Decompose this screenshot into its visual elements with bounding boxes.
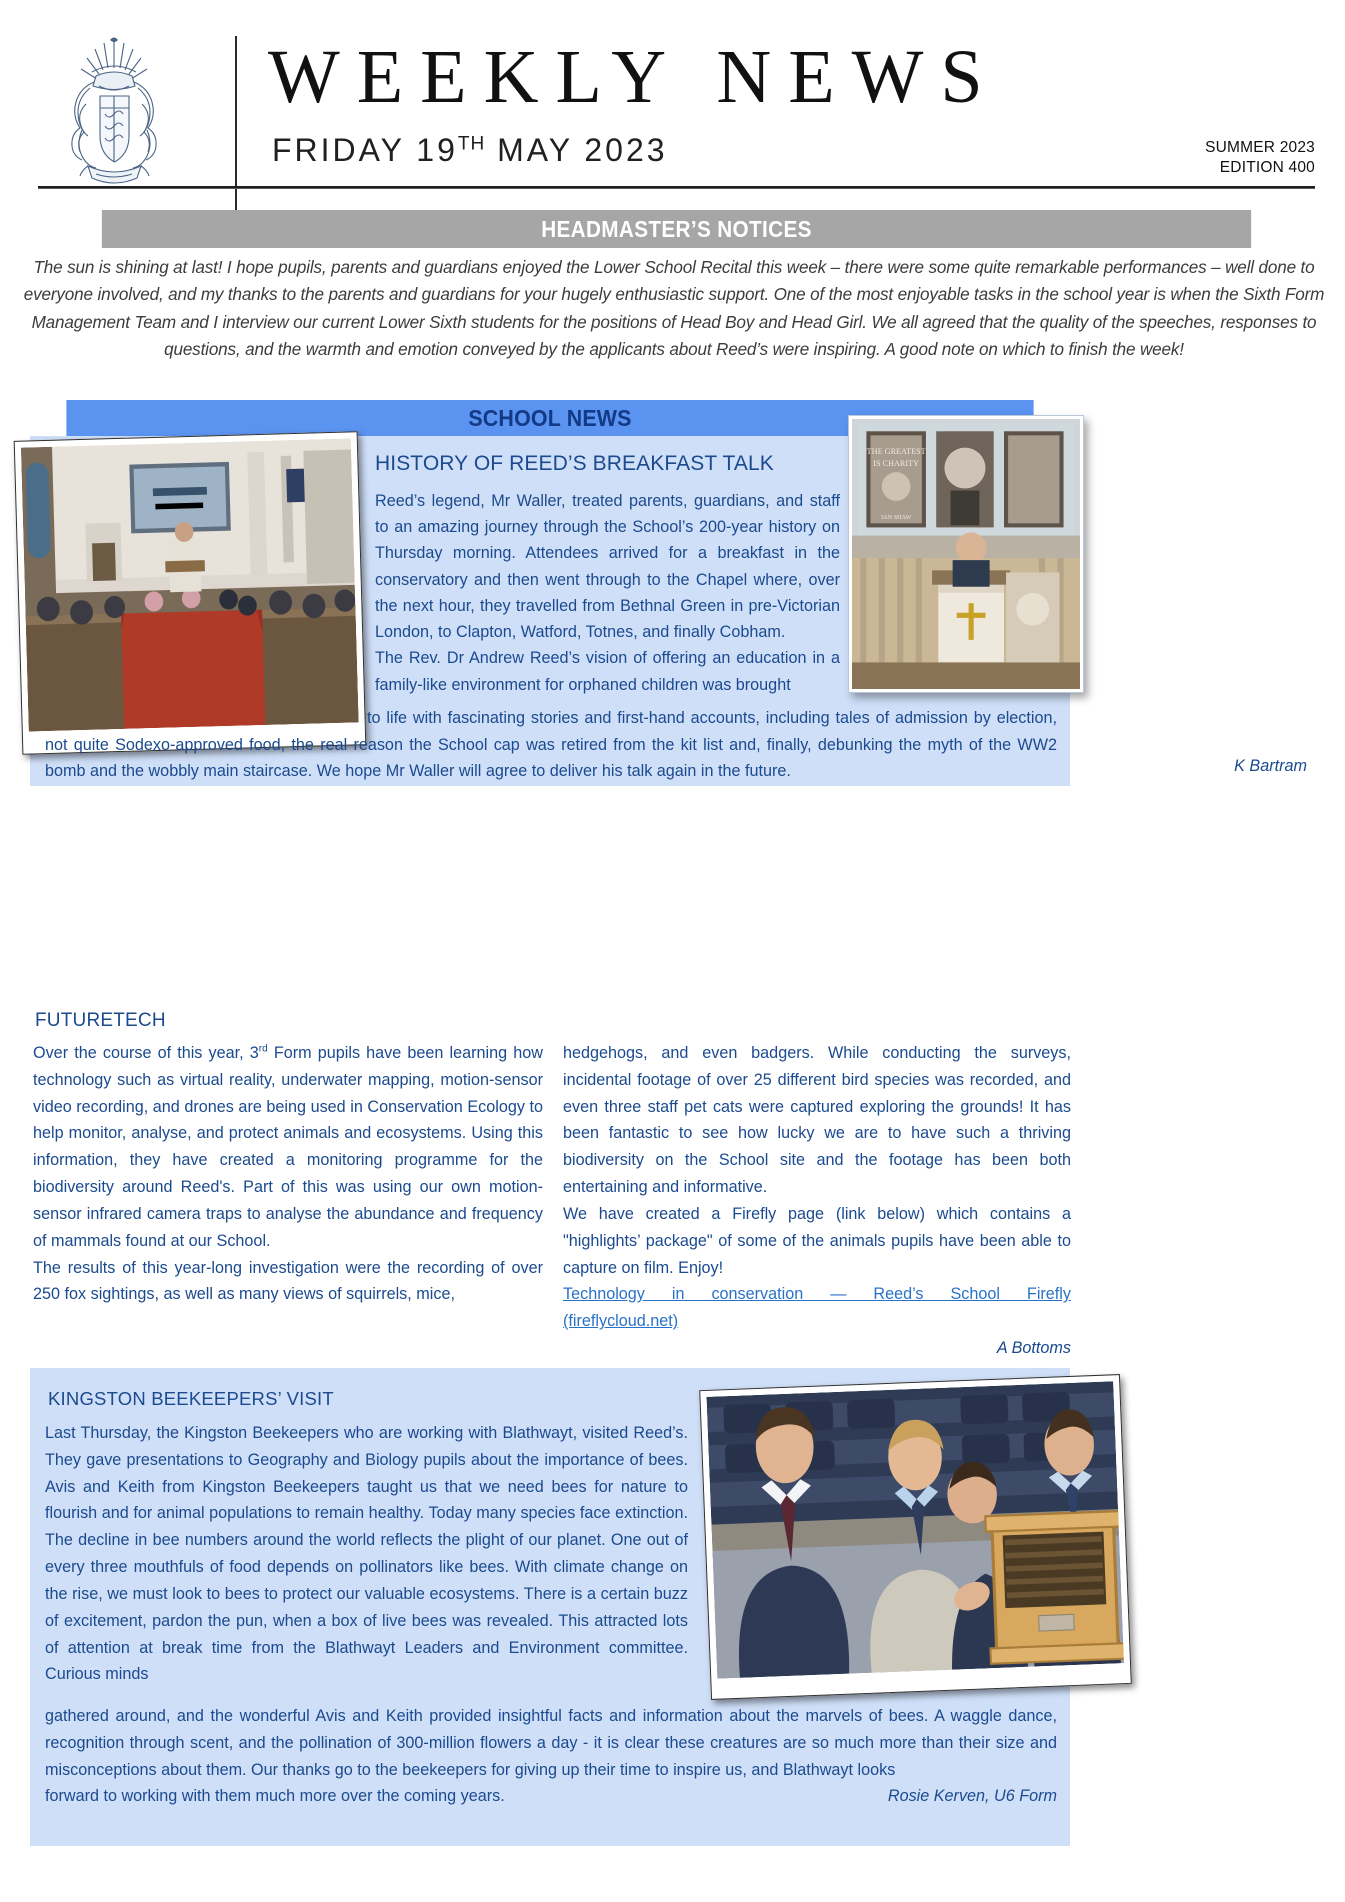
futuretech-paragraph-4: We have created a Firefly page (link below) which contains a "highlights’ package" of some of the animals pupils have been able to capture on film. Enjoy! xyxy=(563,1204,1071,1277)
page-title: WEEKLY NEWS xyxy=(268,35,1000,119)
edition-season: SUMMER 2023 xyxy=(1205,139,1315,156)
firefly-link[interactable] xyxy=(563,1281,1071,1335)
issue-date-suffix: MAY 2023 xyxy=(485,132,668,168)
futuretech-left-column xyxy=(33,1040,543,1308)
school-crest-icon xyxy=(52,34,177,189)
beekeepers-byline: Rosie Kerven, U6 Form xyxy=(887,1787,1057,1805)
school-news-article-title: HISTORY OF REED’S BREAKFAST TALK xyxy=(375,452,774,475)
svg-text:IS CHARITY: IS CHARITY xyxy=(873,459,920,469)
school-news-byline: K Bartram xyxy=(1234,757,1307,775)
futuretech-paragraph-2: The results of this year-long investigation were the recording of over 250 fox sightings, as well as many views of squirrels, mice, xyxy=(33,1258,543,1304)
svg-text:THE GREATEST: THE GREATEST xyxy=(866,446,926,456)
beekeepers-wide-paragraph: gathered around, and the wonderful Avis and Keith provided insightful facts and information about the marvels of bees. A waggle dance, recognition through scent, and the pollination of 300-million flowers a day - it is clear these creatures are so much more than their size and misconceptions about them. Our thanks go to the beekeepers for giving up their time to inspire us, and Blathwayt looks xyxy=(45,1707,1057,1779)
headmaster-notices-body: The sun is shining at last! I hope pupils, parents and guardians enjoyed the Lower School Recital this week – there were some quite remarkable performances – well done to everyone involved, and my thanks to the parents and guardians for your hugely enthusiastic support. One of the most enjoyable tasks in the school year is when the Sixth Form Management Team and I interview our current Lower Sixth students for the positions of Head Boy and Head Girl. We all agreed that the quality of the speeches, responses to questions, and the warmth and emotion conveyed by the applicants about Reed’s were inspiring. A good note on which to finish the week! xyxy=(23,258,1325,360)
school-news-banner: SCHOOL NEWS xyxy=(66,400,1033,436)
beekeepers-column: Last Thursday, the Kingston Beekeepers who are working with Blathwayt, visited Reed’s. They gave presentations to Geography and Biology pupils about the importance of bees. Avis and Keith from Kingston Beekeepers taught us that we need bees for nature to flourish and for animal populations to remain healthy. Today many species face extinction. The decline in bee numbers around the world reflects the plight of our planet. One out of every three mouthfuls of food depends on pollinators like bees. With climate change on the rise, we must look to bees to protect our valuable ecosystems. There is a certain buzz of excitement, pardon the pun, when a box of live bees was revealed. This attracted lots of attention at break time from the Blathwayt Leaders and Environment committee. Curious minds xyxy=(45,1424,688,1684)
school-news-paragraph-1: Reed’s legend, Mr Waller, treated parents, guardians, and staff to an amazing journey through the School’s 200-year history on Thursday morning. Attendees arrived for a breakfast in the conservatory and then went through to the Chapel where, over the next hour, they travelled from Bethnal Green in pre-Victorian London, to Clapton, Watford, Totnes, and finally Cobham. xyxy=(375,492,840,642)
beekeepers-hive-photo xyxy=(699,1374,1132,1700)
futuretech-paragraph-1-a: Over the course of this year, 3 xyxy=(33,1044,259,1062)
futuretech-byline: A Bottoms xyxy=(996,1338,1071,1357)
issue-date-prefix: FRIDAY 19 xyxy=(272,132,458,168)
school-news-wide-paragraph: to life with fascinating stories and first-hand accounts, including tales of admission by election, not quite Sodexo-approved food, the real reason the School cap was retired from the kit list and, finally, debunking the myth of the WW2 bomb and the wobbly main staircase. We hope Mr Waller will agree to deliver his talk again in the future. xyxy=(45,709,1057,781)
masthead xyxy=(0,0,1345,200)
futuretech-paragraph-1-b: Form pupils have been learning how technology such as virtual reality, underwater mapping, motion-sensor video recording, and drones are being used in Conservation Ecology to help monitor, analyse, and protect animals and ecosystems. Using this information, they have created a monitoring programme for the biodiversity around Reed's. Part of this was using our own motion-sensor infrared camera traps to analyse the abundance and frequency of mammals found at our School. xyxy=(33,1044,543,1250)
school-news-column xyxy=(375,488,840,698)
masthead-divider xyxy=(235,36,237,226)
svg-text:IAN SHAW: IAN SHAW xyxy=(881,515,912,522)
firefly-link-text: Technology in conservation — Reed’s School Firefly xyxy=(563,1285,1071,1304)
edition-number: EDITION 400 xyxy=(1219,158,1315,176)
issue-date-ordinal: TH xyxy=(457,133,486,155)
futuretech-right-column xyxy=(563,1040,1071,1362)
mr-waller-lectern-photo xyxy=(848,415,1084,693)
futuretech-title: FUTURETECH xyxy=(35,1010,166,1031)
beekeepers-last-line-row xyxy=(45,1787,1057,1806)
beekeepers-last-line: forward to working with them much more over the coming years. xyxy=(45,1787,505,1805)
futuretech-paragraph-1 xyxy=(33,1040,543,1255)
firefly-link-domain: (fireflycloud.net) xyxy=(563,1312,679,1331)
beekeepers-title: KINGSTON BEEKEEPERS’ VISIT xyxy=(48,1388,334,1409)
masthead-horizontal-rule xyxy=(38,186,1315,189)
school-news-paragraph-2: The Rev. Dr Andrew Reed’s vision of offering an education in a family-like environment for orphaned children was brought xyxy=(375,649,840,694)
issue-date xyxy=(272,132,668,169)
headmaster-notices-heading: HEADMASTER’S NOTICES xyxy=(102,210,1251,248)
futuretech-paragraph-3: hedgehogs, and even badgers. While conducting the surveys, incidental footage of over 25 different bird species was recorded, and even three staff pet cats were captured exploring the grounds! It has been fantastic to see how lucky we are to have such a thriving biodiversity on the School site and the footage has been both entertaining and informative. xyxy=(563,1044,1071,1197)
edition-block xyxy=(1205,138,1315,178)
ordinal-suffix: rd xyxy=(258,1043,268,1055)
